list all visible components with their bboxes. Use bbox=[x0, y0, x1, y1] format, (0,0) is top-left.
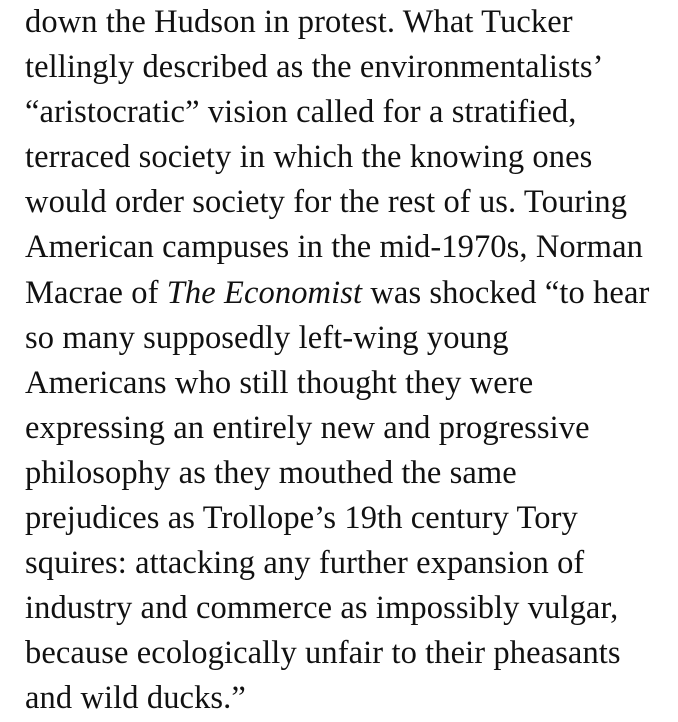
publication-title: The Economist bbox=[166, 274, 363, 311]
text-line: American campuses in the mid-1970s, Norman bbox=[25, 229, 643, 266]
text-line bbox=[25, 271, 675, 316]
text-segment: Macrae of bbox=[25, 274, 167, 311]
text-line: would order society for the rest of us. Touring bbox=[25, 184, 628, 221]
text-line: prejudices as Trollope’s 19th century Tory bbox=[25, 500, 578, 537]
text-line: and wild ducks.” bbox=[25, 680, 246, 717]
text-line: squires: attacking any further expansion of bbox=[25, 545, 585, 582]
text-line: down the Hudson in protest. What Tucker bbox=[25, 4, 573, 40]
text-line: terraced society in which the knowing ones bbox=[25, 139, 593, 176]
book-page-text bbox=[25, 0, 675, 722]
text-line: because ecologically unfair to their pheasants bbox=[25, 635, 621, 672]
text-line: Americans who still thought they were bbox=[25, 364, 534, 401]
text-line: “aristocratic” vision called for a stratified, bbox=[25, 94, 577, 131]
text-line: industry and commerce as impossibly vulgar, bbox=[25, 590, 619, 627]
text-line: tellingly described as the environmentalists’ bbox=[25, 49, 604, 86]
text-line: so many supposedly left-wing young bbox=[25, 319, 509, 356]
text-segment: was shocked “to hear bbox=[362, 274, 650, 311]
text-line: expressing an entirely new and progressive bbox=[25, 409, 590, 446]
text-line: philosophy as they mouthed the same bbox=[25, 454, 517, 491]
